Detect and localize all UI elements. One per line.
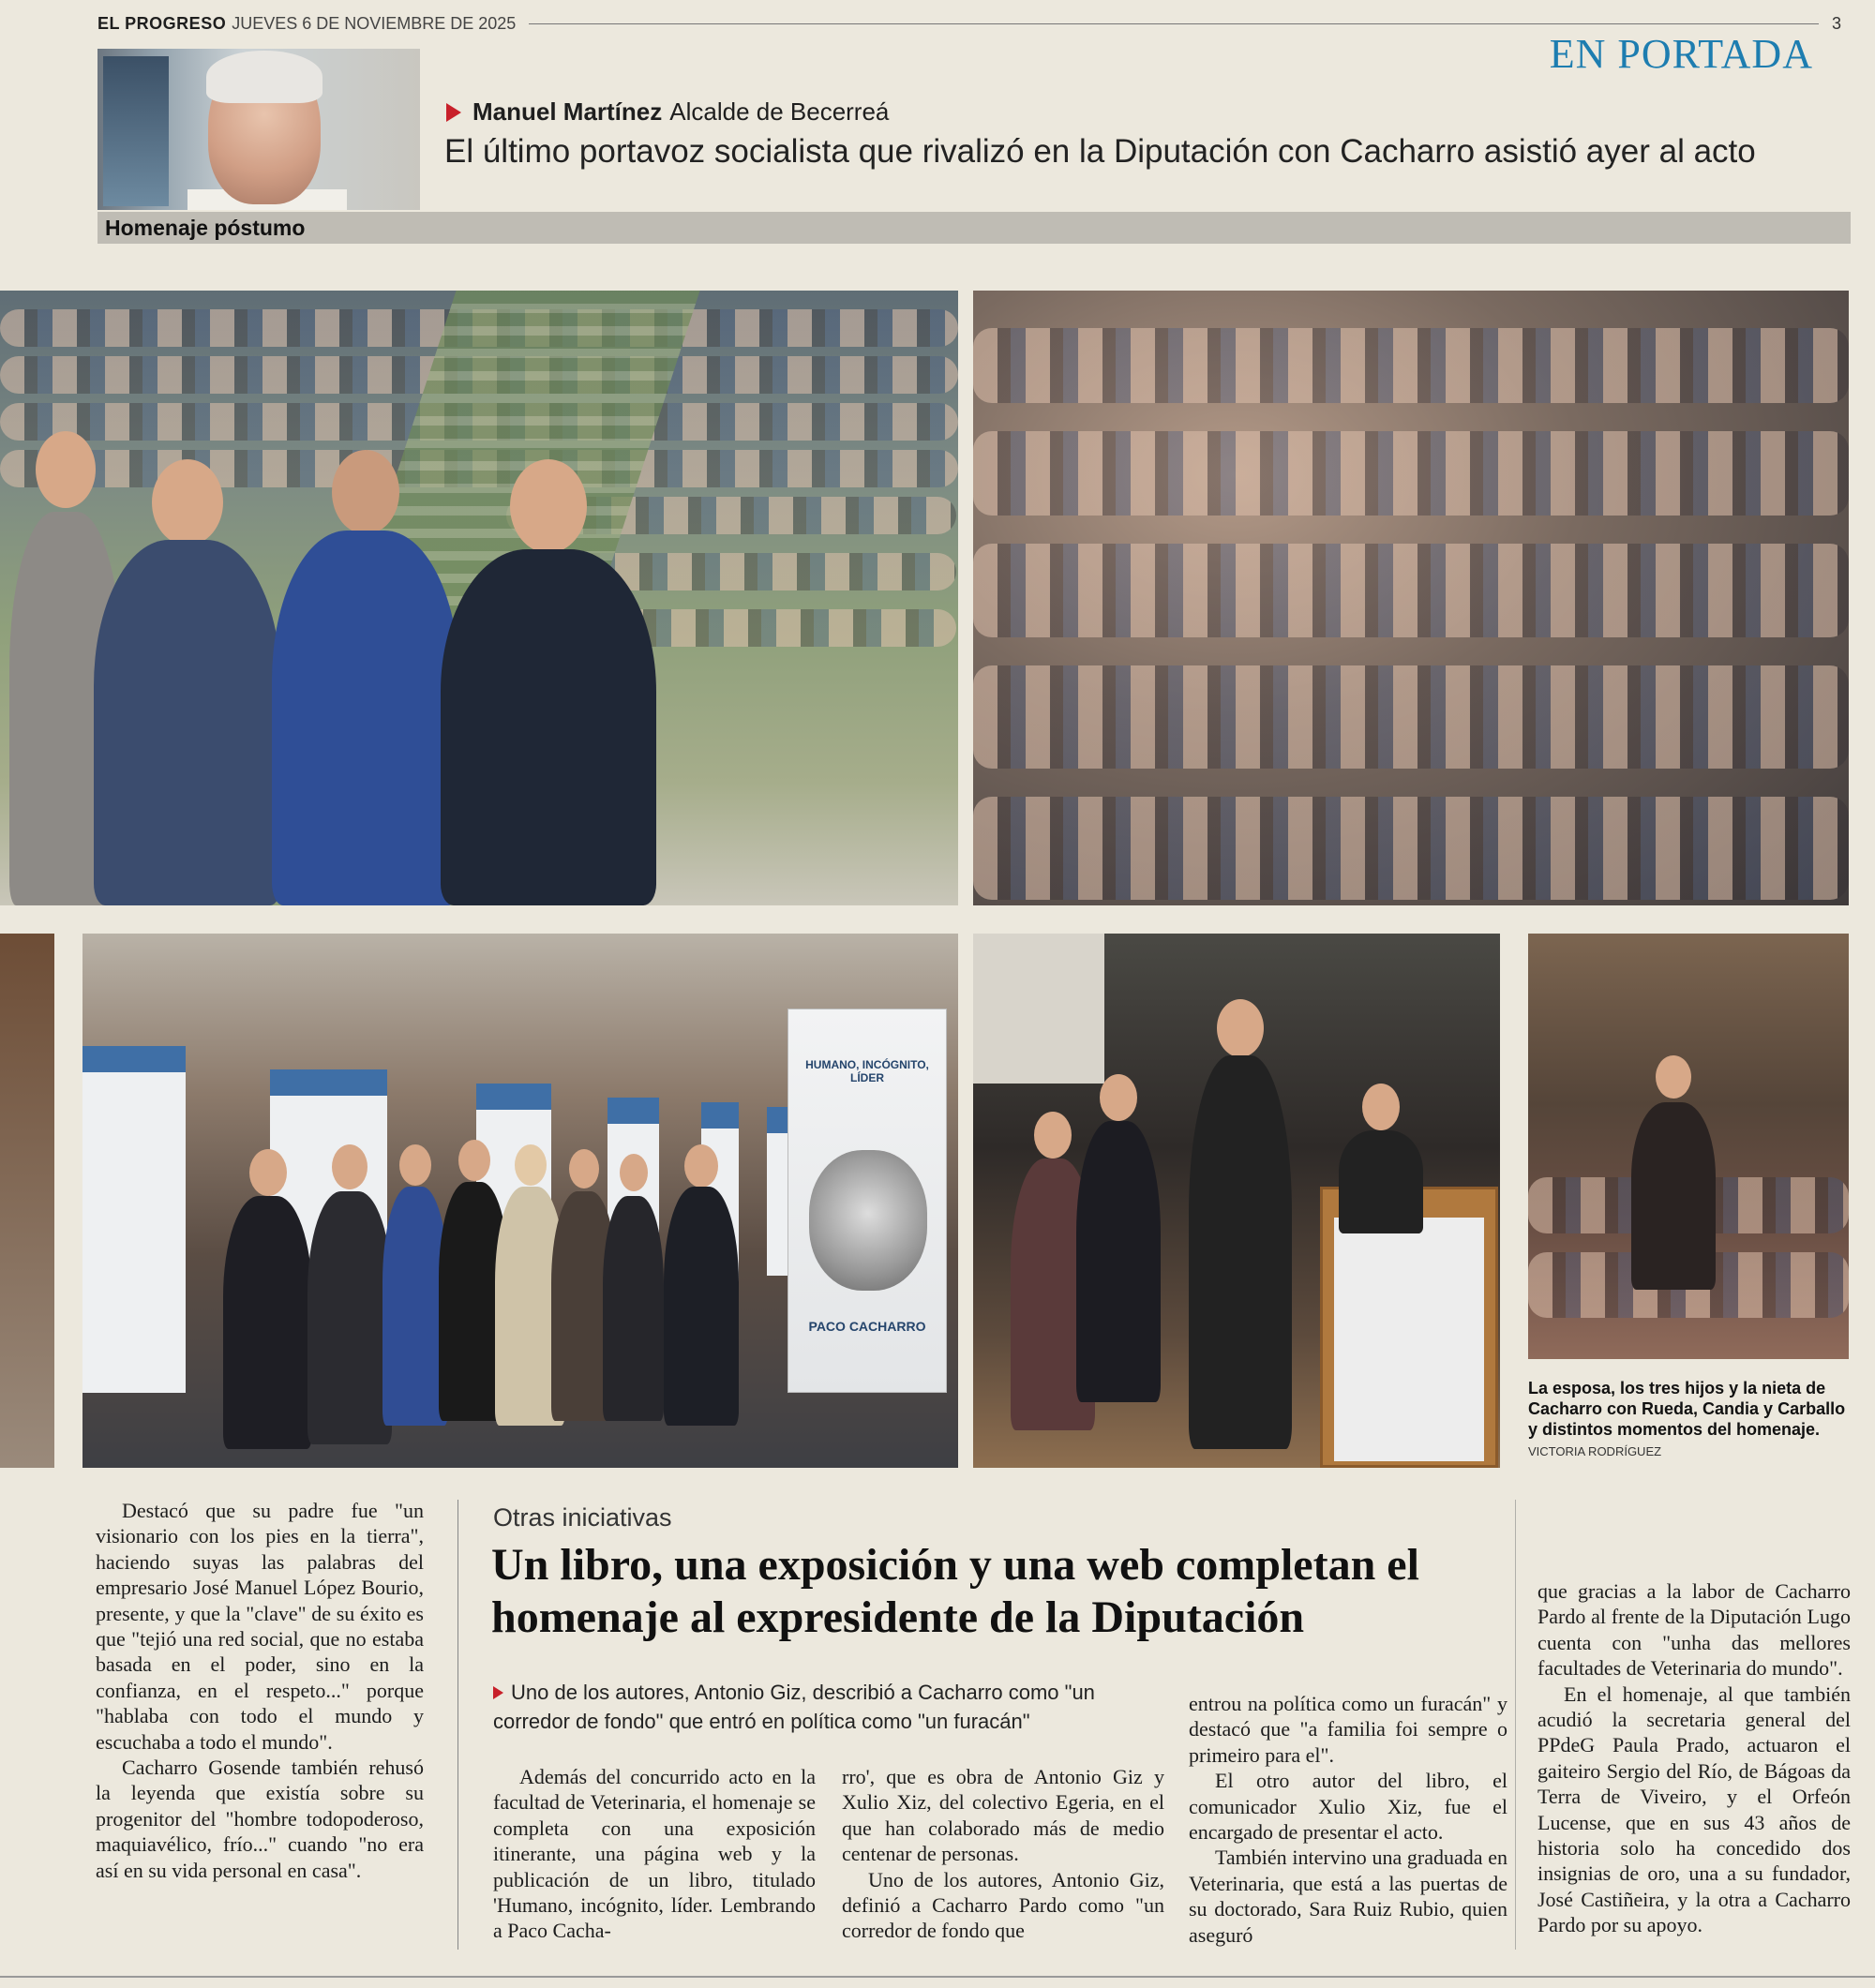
person-body: [1631, 1102, 1716, 1290]
crowd-row: [619, 609, 956, 647]
person-head: [515, 1144, 547, 1186]
photo-stage: [973, 934, 1500, 1468]
header-rule: [529, 23, 1819, 24]
article-column-3: [1189, 1691, 1508, 1948]
person-body: [603, 1196, 664, 1421]
photo-hair-detail: [206, 51, 322, 103]
exhibition-main-rollup: [788, 1009, 947, 1393]
section-banner: Homenaje póstumo: [98, 212, 1851, 244]
caption-text: La esposa, los tres hijos y la nieta de Cacharro con Rueda, Candia y Carballo y distintos momentos del homenaje.: [1528, 1379, 1846, 1439]
footer-rule: [0, 1976, 1875, 1978]
photo-exhibition: [82, 934, 958, 1468]
person-body: [1339, 1130, 1423, 1233]
photo-audience: [973, 291, 1849, 905]
paragraph: Además del concurrido acto en la facultad de Veterinaria, el homenaje se completa con una exposición itinerante, una página web y la publicación de un libro, titulado 'Humano, incógnito, líder. Lembrando a Paco Cacha-: [493, 1765, 816, 1943]
red-arrow-icon: [446, 103, 461, 122]
person-body: [94, 540, 281, 905]
red-arrow-icon: [493, 1686, 503, 1699]
photo-left-strip: [0, 934, 54, 1468]
profile-photo: [98, 49, 420, 210]
paragraph: rro', que es obra de Antonio Giz y Xulio Xiz, del colectivo Egeria, en el que han colaborado más de medio centenar de personas.: [842, 1765, 1164, 1866]
person: [94, 459, 281, 905]
paragraph: entrou na política como un furacán" y destacó que "a familia foi sempre o primeiro para el".: [1189, 1692, 1508, 1767]
crowd-row: [973, 797, 1849, 900]
profile-role: Alcalde de Becerreá: [669, 97, 890, 126]
article-headline: Un libro, una exposición y una web completan el homenaje al expresidente de la Diputación: [491, 1540, 1419, 1642]
person: [223, 1149, 312, 1449]
newspaper-name: EL PROGRESO: [98, 13, 227, 33]
person-body: [272, 531, 459, 905]
paragraph: También intervino una graduada en Veterinaria, que está a las puertas de su doctorado, Sara Ruiz Rubio, quien aseguró: [1189, 1846, 1508, 1947]
paragraph: que gracias a la labor de Cacharro Pardo al frente de la Diputación Lugo cuenta con "unha das mellores facultades de Veterinaria do mundo".: [1538, 1579, 1851, 1681]
rollup-title: HUMANO, INCÓGNITO, LÍDER: [805, 1058, 929, 1084]
crowd-row: [973, 665, 1849, 769]
person-head: [684, 1144, 718, 1188]
page-number: 3: [1831, 13, 1841, 33]
profile-description: El último portavoz socialista que rivalizó en la Diputación con Cacharro asistió ayer al acto: [444, 133, 1756, 170]
person-body: [441, 549, 656, 905]
person-head: [399, 1144, 431, 1186]
article-deck: [493, 1678, 1168, 1736]
paragraph: Uno de los autores, Antonio Giz, definió a Cacharro Pardo como "un corredor de fondo que: [842, 1867, 1164, 1943]
column-divider: [1515, 1500, 1516, 1950]
profile-name: Manuel Martínez: [472, 97, 663, 126]
article-column-2: [842, 1764, 1164, 1944]
article-column-1: [493, 1764, 816, 1944]
crowd-row: [973, 431, 1849, 516]
person: [1076, 1074, 1161, 1402]
rollup-portrait: [809, 1150, 927, 1291]
photo-bagpiper: [1528, 934, 1849, 1359]
person-head: [1100, 1074, 1137, 1121]
deck-text: Uno de los autores, Antonio Giz, describió a Cacharro como "un corredor de fondo" que entró en política como "un furacán": [493, 1681, 1095, 1733]
section-label: EN PORTADA: [1549, 31, 1813, 77]
paragraph: El otro autor del libro, el comunicador Xulio Xiz, fue el encargado de presentar el acto.: [1189, 1769, 1508, 1845]
paragraph: Destacó que su padre fue "un visionario con los pies en la tierra", haciendo suyas las palabras del empresario José Manuel López Bourio, presente, y que la "clave" de su éxito es que "tejió una red social, que no estaba basada en el poder, sino en la confianza, en el respeto..." porque "hablaba con todo el mundo y escuchaba a todo el mundo".: [96, 1499, 424, 1754]
person: [441, 459, 656, 905]
person: [603, 1154, 664, 1421]
exhibition-rollup: [82, 1046, 186, 1393]
paragraph: Cacharro Gosende también rehusó la leyenda que existía sobre su progenitor del "hombre todopoderoso, maquiavélico, frío..." cuando "no era así en su vida personal en casa".: [96, 1756, 424, 1882]
person: [1339, 1084, 1423, 1233]
profile-name-line: [446, 97, 889, 127]
person-head: [332, 450, 399, 534]
person-head: [152, 459, 223, 546]
lectern-poster: [1334, 1218, 1484, 1461]
projection-screen: [973, 934, 1104, 1084]
person-head: [249, 1149, 287, 1196]
person-head: [458, 1140, 490, 1181]
paragraph: En el homenaje, al que también acudió la secretaria general del PPdeG Paula Prado, actuaron el gaiteiro Sergio del Río, de Bágoas da Terra de Viveiro, y el Orfeón Lucense, que en sus 43 años de historia solo ha concedido dos insignias de oro, una a su fundador, José Castiñeira, y la otra a Cacharro Pardo por su apoyo.: [1538, 1682, 1851, 1937]
person: [1189, 999, 1292, 1449]
person-head: [1034, 1112, 1072, 1158]
person-head: [620, 1154, 648, 1191]
photo-caption: [1528, 1378, 1852, 1462]
person-body: [1076, 1121, 1161, 1402]
person-head: [1217, 999, 1264, 1057]
person-head: [1656, 1055, 1691, 1099]
photo-window-detail: [103, 56, 169, 206]
person: [308, 1144, 392, 1444]
person-head: [510, 459, 587, 553]
person-body: [223, 1196, 312, 1449]
article-kicker: Otras iniciativas: [493, 1503, 672, 1532]
person: [1631, 1055, 1716, 1290]
crowd-row: [973, 544, 1849, 637]
person-body: [1189, 1055, 1292, 1449]
crowd-row: [973, 328, 1849, 403]
article-column-4: [1538, 1578, 1851, 1938]
person-head: [1362, 1084, 1400, 1130]
person-body: [664, 1187, 739, 1426]
issue-date: JUEVES 6 DE NOVIEMBRE DE 2025: [232, 13, 517, 33]
person-head: [569, 1149, 599, 1188]
rollup-name: PACO CACHARRO: [808, 1319, 926, 1334]
photo-group-auditorium: [0, 291, 958, 905]
person-head: [36, 431, 96, 508]
person-head: [332, 1144, 368, 1189]
photo-credit: VICTORIA RODRÍGUEZ: [1528, 1444, 1662, 1458]
person: [272, 450, 459, 905]
left-column: [96, 1498, 424, 1883]
person-body: [308, 1191, 392, 1444]
person: [664, 1144, 739, 1426]
